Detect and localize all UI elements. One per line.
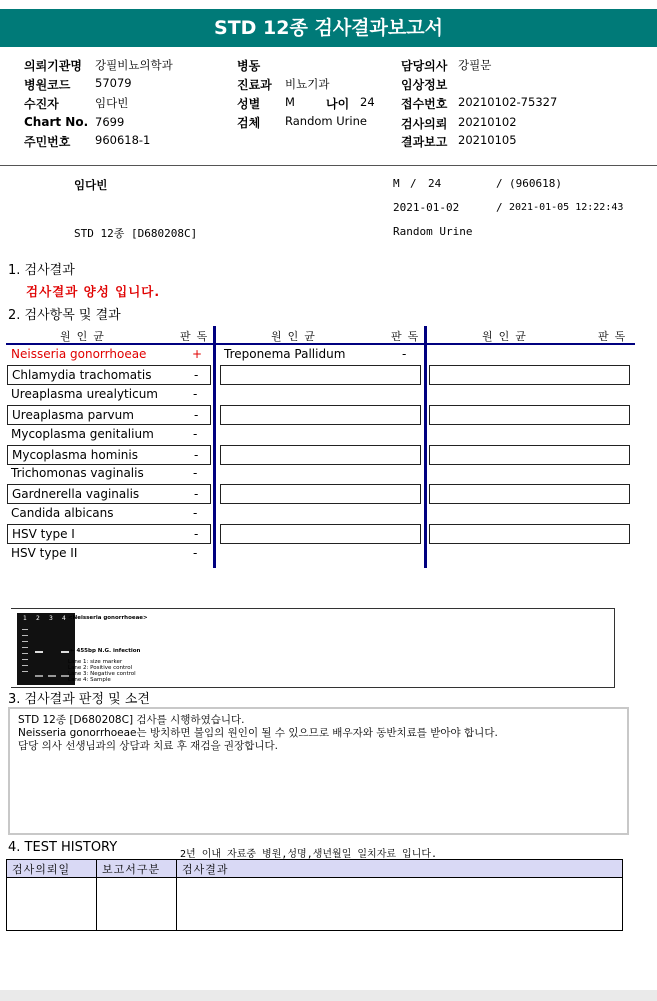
empty-row bbox=[429, 524, 630, 544]
field-value: Random Urine bbox=[285, 114, 367, 128]
gel-band bbox=[61, 651, 69, 653]
field-value: 57079 bbox=[95, 76, 132, 90]
test-code: STD 12종 [D680208C] bbox=[74, 227, 198, 240]
field-label: 병원코드 bbox=[24, 78, 71, 92]
gel-legend-item: Lane 4: Sample bbox=[68, 677, 111, 683]
result-row bbox=[7, 425, 211, 445]
history-cell bbox=[177, 878, 623, 931]
empty-row bbox=[429, 445, 630, 465]
history-cell bbox=[7, 878, 97, 931]
result-row bbox=[7, 524, 211, 544]
pathogen-name: Ureaplasma parvum bbox=[12, 408, 134, 422]
field-value: 임다빈 bbox=[95, 96, 129, 110]
field-value: 7699 bbox=[95, 115, 125, 129]
field-value: 20210102 bbox=[458, 115, 517, 129]
result-row bbox=[7, 385, 211, 405]
pathogen-name: Mycoplasma hominis bbox=[12, 448, 138, 462]
pathogen-result: - bbox=[193, 427, 198, 441]
field-label: 접수번호 bbox=[401, 97, 448, 111]
patient-age: 24 bbox=[428, 177, 442, 190]
history-header: 보고서구분 bbox=[97, 860, 177, 878]
column-divider bbox=[424, 326, 427, 568]
field-label: 성별 bbox=[237, 97, 261, 111]
received-date: 2021-01-02 bbox=[393, 201, 460, 214]
pathogen-result: - bbox=[194, 487, 199, 501]
history-table bbox=[6, 859, 623, 931]
specimen: Random Urine bbox=[393, 225, 473, 238]
report-datetime: 2021-01-05 12:22:43 bbox=[509, 202, 624, 213]
empty-row bbox=[220, 445, 421, 465]
pathogen-result: - bbox=[193, 466, 198, 480]
result-row bbox=[7, 445, 211, 465]
gel-title: <Neisseria gonorrhoeae> bbox=[68, 615, 148, 621]
history-row bbox=[7, 878, 623, 931]
positive-result-message: 검사결과 양성 입니다. bbox=[26, 284, 161, 299]
pathogen-result: - bbox=[193, 387, 198, 401]
col-name-header: 원인균 bbox=[60, 330, 110, 343]
field-label: 주민번호 bbox=[24, 135, 71, 149]
pathogen-name: HSV type II bbox=[11, 546, 78, 560]
section-1-title: 1. 검사결과 bbox=[8, 263, 75, 278]
history-note: 2년 이내 자료중 병원,성명,생년월일 일치자료 입니다. bbox=[180, 849, 438, 860]
header-divider bbox=[0, 165, 657, 166]
patient-birth: (960618) bbox=[509, 177, 562, 190]
gel-lane-label: 4 bbox=[62, 615, 66, 622]
result-row bbox=[7, 544, 211, 564]
opinion-line: Neisseria gonorrhoeae는 방치하면 불임의 원인이 될 수 있으므로 배우자와 동반치료를 받아야 합니다. bbox=[18, 727, 498, 739]
field-label: 진료과 bbox=[237, 78, 272, 92]
empty-row bbox=[429, 484, 630, 504]
ladder-band bbox=[22, 629, 28, 630]
field-value: 24 bbox=[360, 95, 375, 109]
result-row bbox=[7, 405, 211, 425]
pathogen-name: Trichomonas vaginalis bbox=[11, 466, 144, 480]
gel-image bbox=[17, 613, 75, 685]
field-label: 수진자 bbox=[24, 97, 59, 111]
section-3-title: 3. 검사결과 판정 및 소견 bbox=[8, 692, 150, 707]
pathogen-name: Ureaplasma urealyticum bbox=[11, 387, 158, 401]
field-value: M bbox=[285, 95, 295, 109]
field-label: 검사의뢰 bbox=[401, 117, 448, 131]
col-name-header: 원인균 bbox=[482, 330, 532, 343]
ladder-band bbox=[22, 665, 28, 666]
field-label: 병동 bbox=[237, 59, 261, 73]
pathogen-result: - bbox=[193, 546, 198, 560]
ladder-band bbox=[22, 659, 28, 660]
empty-row bbox=[220, 365, 421, 385]
report-title: STD 12종 검사결과보고서 bbox=[0, 9, 657, 47]
field-label: 임상정보 bbox=[401, 78, 448, 92]
field-label: 결과보고 bbox=[401, 135, 448, 149]
gel-figure bbox=[11, 608, 615, 688]
history-header: 검사의뢰일 bbox=[7, 860, 97, 878]
history-header-row bbox=[7, 860, 623, 878]
ladder-band bbox=[22, 635, 28, 636]
ladder-band bbox=[22, 671, 28, 672]
pathogen-name: Treponema Pallidum bbox=[224, 347, 346, 361]
gel-legend-item: Lane 2: Positive control bbox=[68, 665, 133, 671]
section-2-title: 2. 검사항목 및 결과 bbox=[8, 308, 121, 323]
pathogen-result: - bbox=[194, 408, 199, 422]
field-value: 20210105 bbox=[458, 133, 517, 147]
result-row bbox=[7, 484, 211, 504]
gel-legend-item: Lane 1: size marker bbox=[68, 659, 123, 665]
result-row bbox=[7, 504, 211, 524]
gel-lane-label: 1 bbox=[23, 615, 27, 622]
col-name-header: 원인균 bbox=[271, 330, 321, 343]
empty-row bbox=[429, 365, 630, 385]
pathogen-name: Mycoplasma genitalium bbox=[11, 427, 154, 441]
patient-sex: M bbox=[393, 177, 400, 190]
result-row bbox=[7, 345, 211, 365]
pathogen-result: - bbox=[194, 527, 199, 541]
field-value: 20210102-75327 bbox=[458, 95, 558, 109]
gel-lane-label: 2 bbox=[36, 615, 40, 622]
opinion-line: STD 12종 [D680208C] 검사를 시행하였습니다. bbox=[18, 714, 245, 726]
separator: / bbox=[410, 177, 417, 190]
pathogen-name: Candida albicans bbox=[11, 506, 114, 520]
ladder-band bbox=[22, 653, 28, 654]
empty-row bbox=[220, 524, 421, 544]
results-col1-header bbox=[6, 326, 214, 344]
pathogen-result: - bbox=[193, 506, 198, 520]
col-result-header: 판독 bbox=[598, 330, 632, 343]
separator: / bbox=[496, 177, 503, 190]
field-value: 강필비뇨의학과 bbox=[95, 58, 173, 72]
gel-legend-item: Lane 3: Negative control bbox=[68, 671, 136, 677]
column-divider bbox=[213, 326, 216, 568]
history-cell bbox=[97, 878, 177, 931]
ladder-band bbox=[22, 647, 28, 648]
field-value: 강필문 bbox=[458, 58, 492, 72]
pathogen-name: Neisseria gonorrhoeae bbox=[11, 347, 147, 361]
results-col2-header bbox=[217, 326, 425, 344]
result-row bbox=[220, 345, 421, 365]
pathogen-name: HSV type I bbox=[12, 527, 75, 541]
field-label: 검체 bbox=[237, 116, 261, 130]
ladder-band bbox=[22, 641, 28, 642]
pathogen-result: + bbox=[192, 347, 203, 361]
gel-lane-label: 3 bbox=[49, 615, 53, 622]
footer-band bbox=[0, 990, 657, 1001]
field-label: 의뢰기관명 bbox=[24, 59, 82, 73]
empty-row bbox=[220, 405, 421, 425]
results-col3-header bbox=[428, 326, 636, 344]
separator: / bbox=[496, 201, 503, 214]
gel-band bbox=[35, 651, 43, 653]
section-4-title: 4. TEST HISTORY bbox=[8, 840, 118, 855]
empty-row bbox=[220, 484, 421, 504]
opinion-line: 담당 의사 선생님과의 상담과 치료 후 재검을 권장합니다. bbox=[18, 740, 278, 752]
result-row bbox=[7, 365, 211, 385]
field-label: Chart No. bbox=[24, 115, 89, 129]
pathogen-result: - bbox=[194, 448, 199, 462]
col-result-header: 판독 bbox=[180, 330, 214, 343]
history-header: 검사결과 bbox=[177, 860, 623, 878]
pathogen-name: Gardnerella vaginalis bbox=[12, 487, 140, 501]
opinion-box bbox=[8, 707, 629, 835]
patient-name: 임다빈 bbox=[74, 178, 108, 192]
field-value: 960618-1 bbox=[95, 133, 151, 147]
field-label: 나이 bbox=[326, 97, 350, 111]
field-value: 비뇨기과 bbox=[285, 77, 330, 91]
col-result-header: 판독 bbox=[391, 330, 425, 343]
pathogen-result: - bbox=[194, 368, 199, 382]
gel-band bbox=[35, 675, 43, 677]
empty-row bbox=[429, 405, 630, 425]
pathogen-name: Chlamydia trachomatis bbox=[12, 368, 152, 382]
field-label: 담당의사 bbox=[401, 59, 448, 73]
pathogen-result: - bbox=[402, 347, 407, 361]
result-row bbox=[7, 464, 211, 484]
gel-band bbox=[48, 675, 56, 677]
gel-band-label: ← 455bp N.G. infection bbox=[70, 648, 141, 654]
